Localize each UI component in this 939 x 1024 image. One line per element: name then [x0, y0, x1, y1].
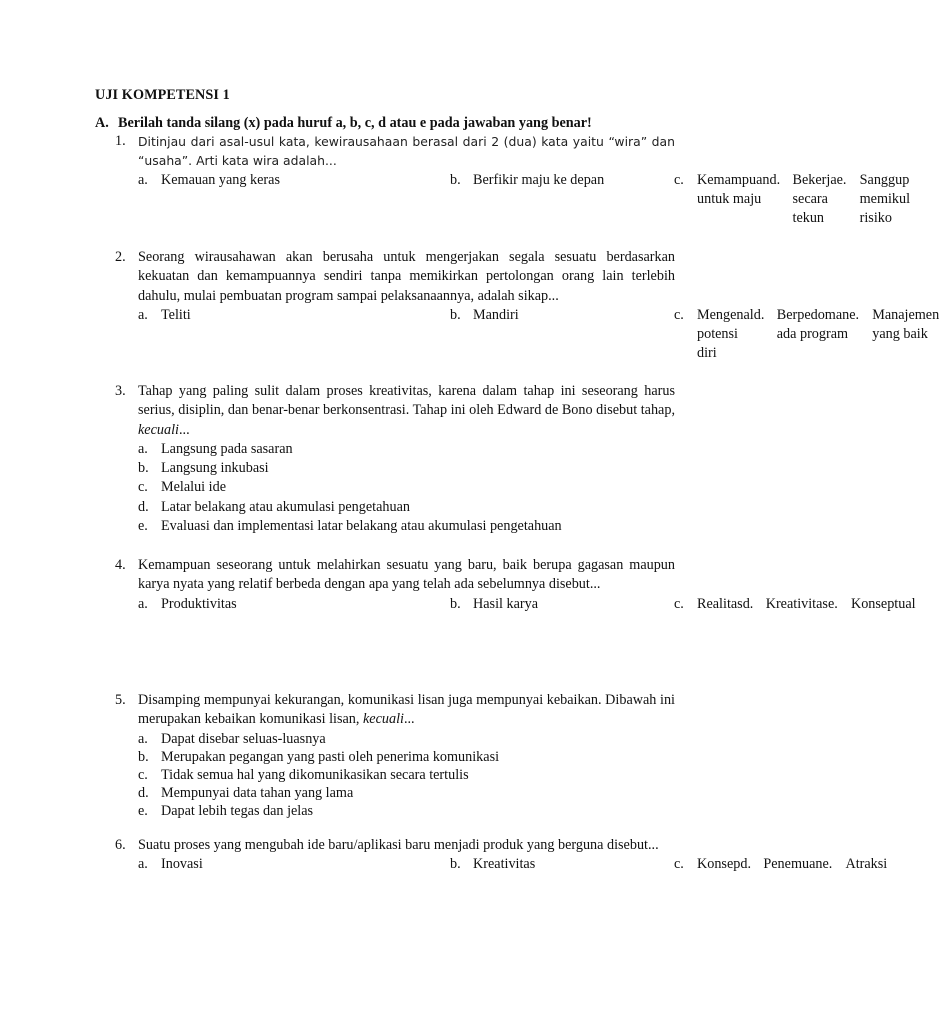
question-number: 5.	[115, 692, 126, 708]
option-a[interactable]	[138, 595, 450, 614]
option-letter: d.	[742, 595, 754, 612]
option-a[interactable]	[138, 440, 674, 459]
option-c[interactable]	[138, 766, 674, 784]
option-letter: e.	[822, 856, 833, 873]
section-instruction	[95, 114, 680, 132]
option-text: Mandiri	[473, 306, 519, 323]
option-text: Kreativitas	[765, 595, 828, 612]
option-e[interactable]	[138, 802, 674, 820]
option-text: Kemampuan untuk maju	[697, 171, 770, 207]
option-letter: e.	[836, 171, 847, 188]
option-e[interactable]	[837, 171, 910, 229]
option-text: Hasil karya	[473, 595, 539, 612]
option-text: Inovasi	[161, 856, 203, 873]
option-letter: a.	[138, 856, 148, 873]
option-letter: c.	[674, 856, 684, 873]
question-text-tail: ...	[178, 421, 190, 438]
option-list	[138, 306, 939, 364]
question-number: 2.	[115, 249, 126, 265]
option-letter: b.	[138, 460, 149, 477]
option-b[interactable]	[450, 306, 674, 364]
question-text	[138, 382, 675, 440]
question-text-main: Disamping mempunyai kekurangan, komunikasi lisan juga mempunyai kebaikan. Dibawah ini merupakan kebaikan komunikasi lisan,	[138, 692, 675, 728]
option-letter: a.	[138, 440, 148, 457]
question-1	[115, 132, 911, 228]
option-letter: c.	[138, 479, 148, 496]
question-text: Kemampuan seseorang untuk melahirkan sesuatu yang baru, baik berupa gagasan maupun karya nyata yang relatif berbeda dengan apa yang telah ada sebelumnya disebut...	[138, 557, 675, 593]
option-letter: b.	[450, 306, 461, 323]
option-letter: c.	[674, 306, 684, 323]
option-c[interactable]	[674, 306, 754, 364]
option-text: Manajemen yang baik	[872, 306, 939, 343]
option-letter: d.	[740, 856, 751, 873]
question-text-emphasis: kecuali	[362, 711, 404, 728]
question-stem	[115, 691, 675, 730]
section-letter: A.	[95, 115, 109, 131]
option-letter: b.	[450, 856, 461, 873]
option-letter: d.	[753, 306, 765, 323]
option-text: Mengenal potensi diri	[697, 306, 754, 362]
option-letter: a.	[138, 171, 148, 188]
question-text: Seorang wirausahawan akan berusaha untuk mengerjakan segala sesuatu berdasarkan kekuatan dan kemampuannya sendiri tanpa memikirkan pertolongan orang lain terlebih dahulu, mulai pembuatan program sampai pelaksanaannya, adalah sikap...	[138, 249, 675, 304]
option-text: Langsung inkubasi	[161, 460, 269, 477]
option-c[interactable]	[674, 595, 743, 614]
option-letter: d.	[769, 171, 781, 188]
option-letter: e.	[827, 595, 838, 612]
option-c[interactable]	[674, 855, 740, 873]
question-number: 4.	[115, 557, 126, 573]
option-text: Langsung pada sasaran	[161, 440, 293, 457]
option-a[interactable]	[138, 306, 450, 364]
option-list	[138, 855, 888, 873]
question-number: 6.	[115, 837, 126, 853]
option-list	[138, 730, 675, 821]
question-number: 3.	[115, 383, 126, 399]
option-text: Produktivitas	[161, 595, 237, 612]
option-letter: e.	[138, 803, 148, 820]
question-number: 1.	[115, 133, 126, 149]
option-letter: b.	[450, 595, 461, 612]
option-text: Kreativitas	[473, 856, 536, 873]
option-text: Dapat disebar seluas-luasnya	[161, 730, 326, 747]
option-text: Dapat lebih tegas dan jelas	[161, 803, 314, 820]
option-letter: c.	[674, 171, 684, 188]
question-2	[115, 248, 939, 364]
option-c[interactable]	[674, 171, 770, 229]
question-stem	[115, 382, 675, 440]
option-text: Realitas	[697, 595, 743, 612]
option-b[interactable]	[138, 459, 674, 478]
question-3	[115, 382, 675, 536]
option-letter: b.	[138, 748, 149, 765]
option-letter: b.	[450, 171, 461, 188]
option-text: Merupakan pegangan yang pasti oleh penerima komunikasi	[161, 748, 500, 765]
option-b[interactable]	[450, 855, 674, 873]
option-letter: e.	[138, 518, 148, 535]
option-letter: a.	[138, 595, 148, 612]
option-a[interactable]	[138, 730, 674, 748]
option-a[interactable]	[138, 855, 450, 873]
option-list	[138, 171, 911, 229]
option-letter: a.	[138, 730, 148, 747]
option-text: Atraksi	[845, 856, 888, 873]
option-letter: d.	[138, 785, 149, 802]
option-text: Evaluasi dan implementasi latar belakang atau akumulasi pengetahuan	[161, 518, 562, 535]
option-text: Latar belakang atau akumulasi pengetahuan	[161, 498, 410, 515]
question-stem	[115, 556, 675, 595]
option-b[interactable]	[450, 171, 674, 229]
option-text: Penemuan	[763, 856, 823, 873]
option-letter: c.	[138, 767, 148, 783]
option-text: Konsep	[697, 856, 741, 873]
question-text-emphasis: kecuali	[138, 421, 179, 438]
option-d[interactable]	[743, 595, 828, 614]
question-text	[138, 691, 675, 730]
option-text: Mempunyai data tahan yang lama	[161, 785, 354, 802]
question-text: Ditinjau dari asal-usul kata, kewirausahaan berasal dari 2 (dua) kata yaitu “wira” dan “usaha”. Arti kata wira adalah...	[138, 134, 675, 169]
option-letter: d.	[138, 498, 149, 515]
option-list	[138, 595, 916, 614]
section-a	[95, 114, 939, 873]
option-d[interactable]	[770, 171, 837, 229]
question-text-main: Tahap yang paling sulit dalam proses kreativitas, karena dalam tahap ini seseorang harus serius, disiplin, dan benar-benar berkonsentrasi. Tahap ini oleh Edward de Bono disebut tahap,	[138, 383, 675, 419]
option-e[interactable]	[138, 517, 674, 536]
question-4	[115, 556, 916, 614]
option-d[interactable]	[740, 855, 822, 873]
option-text: Sanggup memikul risiko	[859, 171, 911, 227]
option-letter: e.	[849, 306, 860, 323]
option-c[interactable]	[138, 478, 674, 497]
question-6	[115, 836, 888, 874]
option-d[interactable]	[138, 784, 674, 802]
option-text: Berfikir maju ke depan	[473, 171, 605, 188]
question-5	[115, 691, 675, 821]
option-e[interactable]	[849, 306, 939, 364]
option-text: Teliti	[161, 306, 191, 323]
option-a[interactable]	[138, 171, 450, 229]
page-title: UJI KOMPETENSI 1	[95, 87, 230, 103]
question-text-tail: ...	[403, 711, 415, 728]
option-e[interactable]	[822, 855, 887, 873]
option-text: Kemauan yang keras	[161, 171, 280, 188]
question-stem	[115, 248, 675, 306]
option-d[interactable]	[754, 306, 850, 364]
option-letter: a.	[138, 306, 148, 323]
option-b[interactable]	[138, 748, 674, 766]
option-text: Berpedoman ada program	[776, 306, 850, 343]
option-list	[138, 440, 675, 536]
option-text: Tidak semua hal yang dikomunikasikan secara tertulis	[161, 767, 469, 783]
question-text: Suatu proses yang mengubah ide baru/aplikasi baru menjadi produk yang berguna disebut...	[138, 837, 659, 853]
option-text: Melalui ide	[161, 479, 227, 496]
option-letter: c.	[674, 595, 684, 612]
option-text: Bekerja secara tekun	[792, 171, 837, 227]
question-stem	[115, 132, 675, 171]
option-e[interactable]	[828, 595, 916, 614]
option-d[interactable]	[138, 498, 674, 517]
option-text: Konseptual	[850, 595, 916, 612]
option-b[interactable]	[450, 595, 674, 614]
section-instruction-text: Berilah tanda silang (x) pada huruf a, b, c, d atau e pada jawaban yang benar!	[118, 115, 592, 131]
question-stem	[115, 836, 675, 855]
